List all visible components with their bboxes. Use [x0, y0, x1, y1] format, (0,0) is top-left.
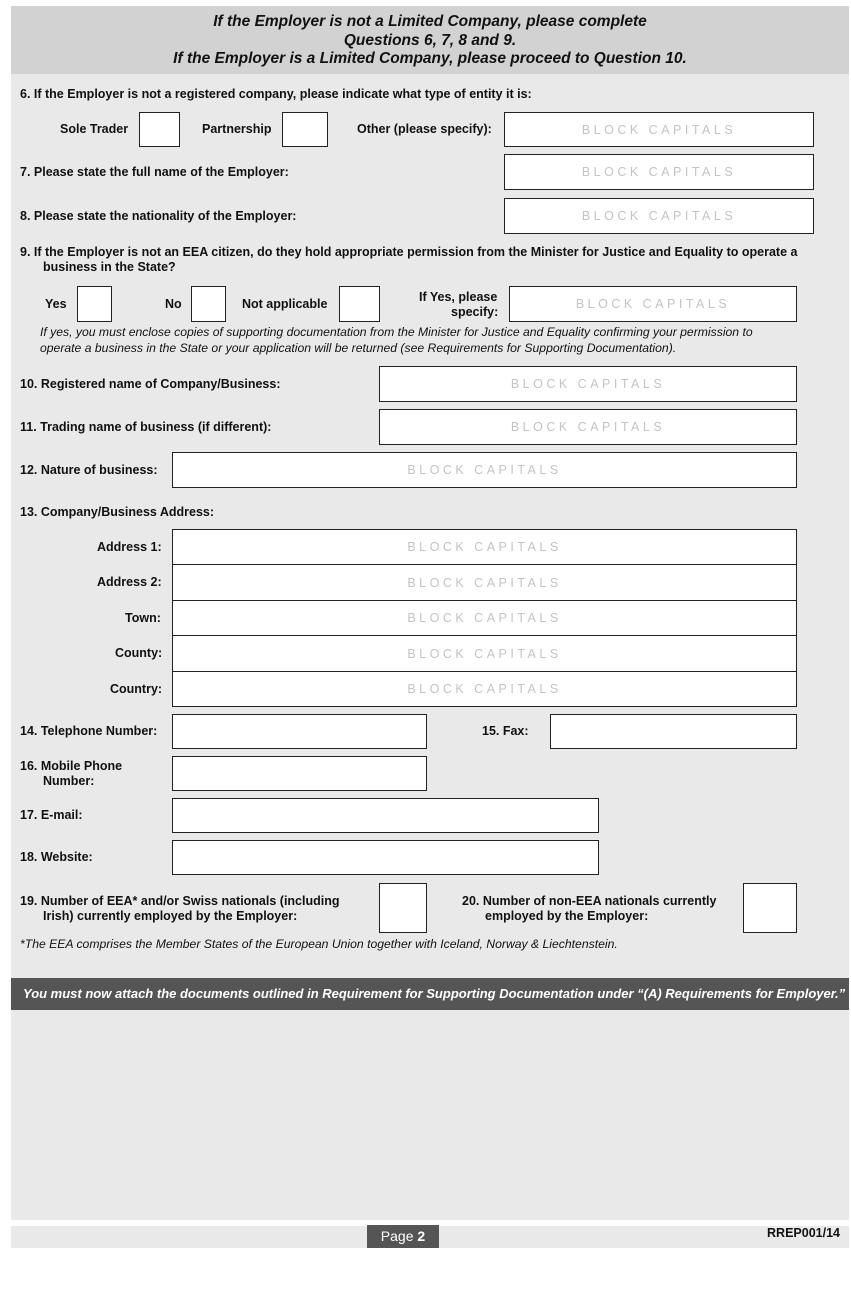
q16-label-line-2: Number:	[43, 774, 95, 788]
q10-label: 10. Registered name of Company/Business:	[20, 377, 281, 391]
header-line-2: Questions 6, 7, 8 and 9.	[343, 31, 517, 49]
mobile-phone-input[interactable]	[172, 756, 427, 791]
page-label: Page	[380, 1228, 414, 1244]
q17-label: 17. E-mail:	[20, 808, 83, 822]
employer-full-name-input[interactable]: BLOCK CAPITALS	[504, 154, 814, 190]
eea-footnote: *The EEA comprises the Member States of the European Union together with Iceland, Norway & Liechtenstein.	[20, 937, 618, 951]
county-input[interactable]: BLOCK CAPITALS	[172, 635, 797, 672]
sole-trader-label: Sole Trader	[60, 122, 129, 136]
q15-label: 15. Fax:	[482, 724, 529, 738]
address2-label: Address 2:	[97, 575, 162, 589]
nature-of-business-input[interactable]: BLOCK CAPITALS	[172, 452, 797, 488]
trading-name-input[interactable]: BLOCK CAPITALS	[379, 409, 797, 445]
sole-trader-checkbox[interactable]	[139, 112, 180, 147]
section-header	[11, 6, 849, 74]
other-entity-input[interactable]: BLOCK CAPITALS	[504, 112, 814, 147]
q19-label-line-2: Irish) currently employed by the Employer:	[43, 909, 298, 923]
no-label: No	[165, 297, 182, 311]
q20-label-line-1: 20. Number of non-EEA nationals currently	[462, 894, 717, 908]
form-code: RREP001/14	[767, 1226, 840, 1240]
address1-input[interactable]: BLOCK CAPITALS	[172, 529, 797, 565]
page-number: 2	[417, 1228, 426, 1244]
yes-label: Yes	[45, 297, 67, 311]
attach-documents-banner: You must now attach the documents outlined in Requirement for Supporting Documentation under “(A) Requirements for Employer.”	[11, 978, 849, 1010]
q13-label: 13. Company/Business Address:	[20, 505, 215, 519]
town-label: Town:	[125, 611, 161, 625]
yes-checkbox[interactable]	[77, 286, 112, 322]
website-input[interactable]	[172, 840, 599, 875]
not-applicable-label: Not applicable	[242, 297, 328, 311]
country-label: Country:	[110, 682, 163, 696]
q9-label-line-2: business in the State?	[43, 260, 176, 274]
q9-note-line-1: If yes, you must enclose copies of supporting documentation from the Minister for Justice and Equality confirming your permission to	[40, 325, 753, 339]
header-line-3: If the Employer is a Limited Company, please proceed to Question 10.	[173, 50, 687, 67]
registered-name-input[interactable]: BLOCK CAPITALS	[379, 366, 797, 402]
q9-label-line-1: 9. If the Employer is not an EEA citizen, do they hold appropriate permission from the Minister for Justice and Equality to operate a	[20, 245, 798, 259]
permission-specify-input[interactable]: BLOCK CAPITALS	[509, 286, 797, 322]
telephone-input[interactable]	[172, 714, 427, 749]
email-input[interactable]	[172, 798, 599, 833]
q12-label: 12. Nature of business:	[20, 463, 158, 477]
q11-label: 11. Trading name of business (if different):	[20, 420, 272, 434]
header-line-1: If the Employer is not a Limited Company, please complete	[213, 13, 647, 30]
employer-nationality-input[interactable]: BLOCK CAPITALS	[504, 198, 814, 234]
q8-label: 8. Please state the nationality of the Employer:	[20, 209, 297, 223]
q16-label-line-1: 16. Mobile Phone	[20, 759, 123, 773]
q7-label: 7. Please state the full name of the Employer:	[20, 165, 289, 179]
if-yes-label-line-1: If Yes, please	[419, 290, 498, 304]
country-input[interactable]: BLOCK CAPITALS	[172, 671, 797, 707]
other-label: Other (please specify):	[357, 122, 492, 136]
fax-input[interactable]	[550, 714, 797, 749]
address2-input[interactable]: BLOCK CAPITALS	[172, 564, 797, 601]
county-label: County:	[115, 646, 163, 660]
eea-nationals-count-input[interactable]	[379, 883, 427, 933]
not-applicable-checkbox[interactable]	[339, 286, 380, 322]
q9-note-line-2: operate a business in the State or your application will be returned (see Requirements for Supporting Documentation).	[40, 341, 677, 355]
page-number-badge	[367, 1225, 439, 1248]
no-checkbox[interactable]	[191, 286, 226, 322]
q19-label-line-1: 19. Number of EEA* and/or Swiss nationals (including	[20, 894, 340, 908]
q18-label: 18. Website:	[20, 850, 93, 864]
partnership-checkbox[interactable]	[282, 112, 328, 147]
q20-label-line-2: employed by the Employer:	[485, 909, 649, 923]
non-eea-nationals-count-input[interactable]	[743, 883, 797, 933]
q14-label: 14. Telephone Number:	[20, 724, 158, 738]
partnership-label: Partnership	[202, 122, 272, 136]
address1-label: Address 1:	[97, 540, 162, 554]
if-yes-label-line-2: specify:	[451, 305, 499, 319]
town-input[interactable]: BLOCK CAPITALS	[172, 600, 797, 636]
q6-label: 6. If the Employer is not a registered company, please indicate what type of entity it is:	[20, 87, 532, 101]
